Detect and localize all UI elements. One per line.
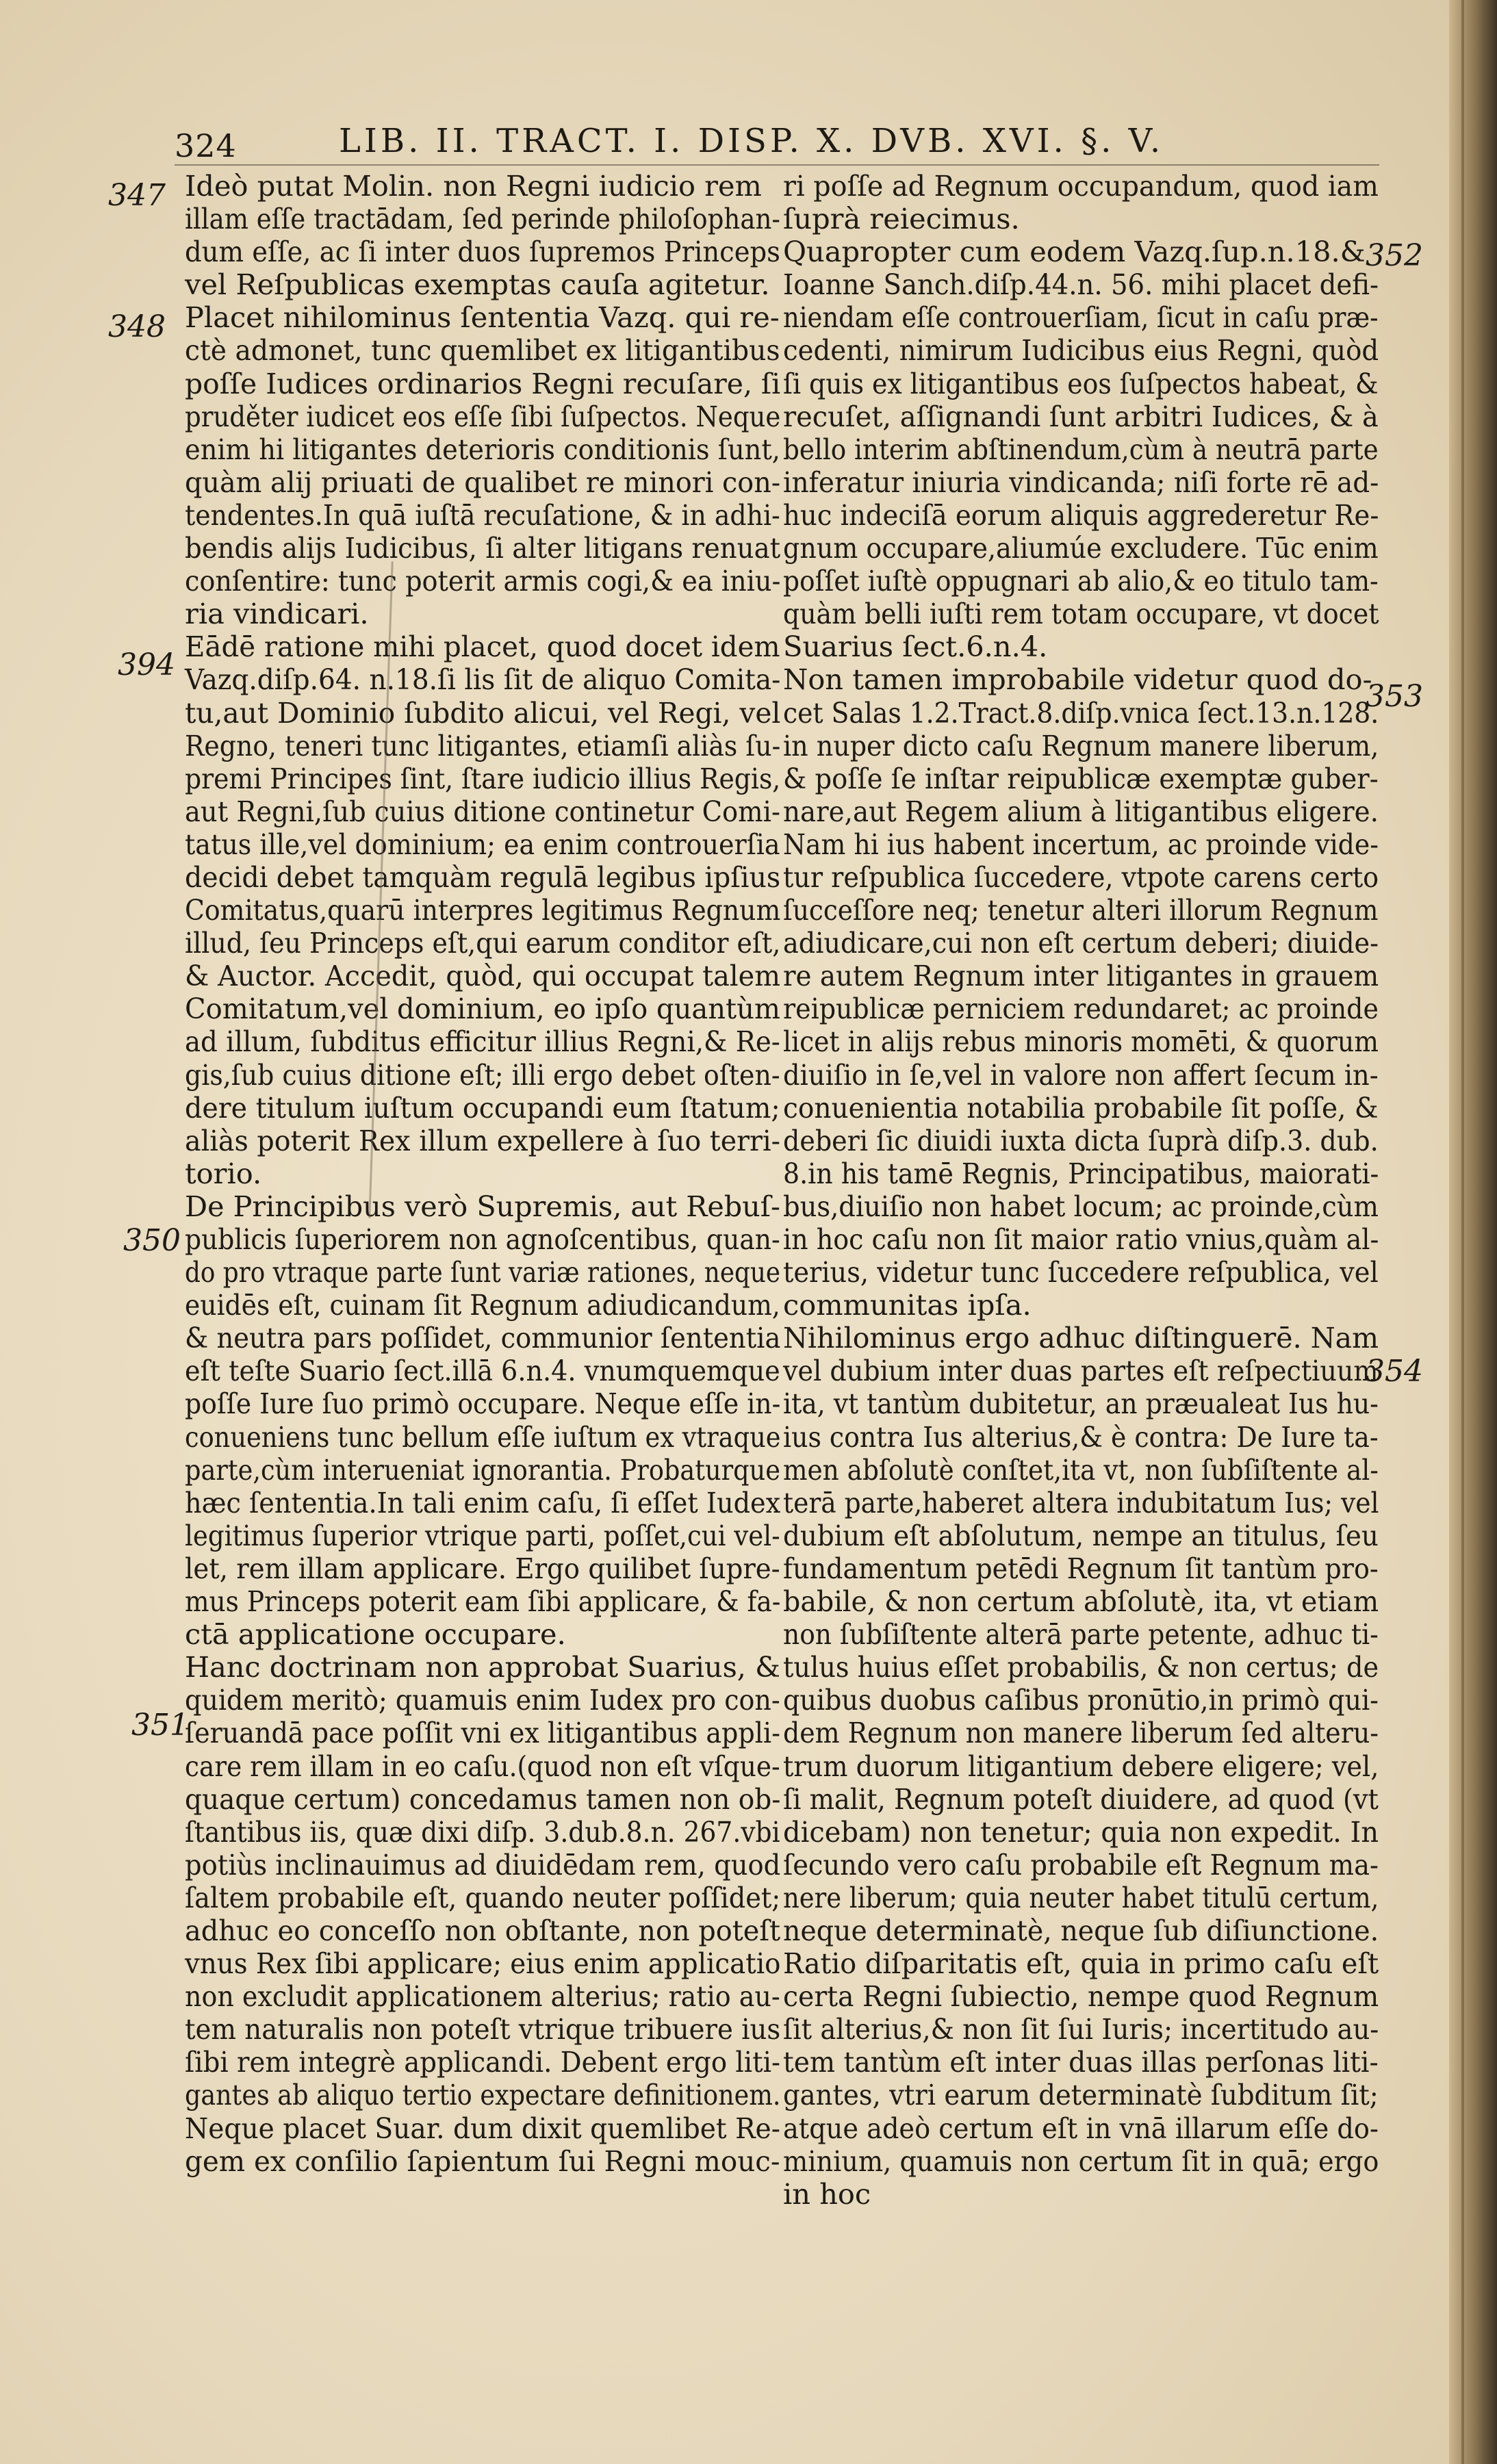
- left-column-line: Ideò putat Molin. non Regni iudicio rem: [185, 169, 762, 203]
- right-column-line: & poſſe ſe inſtar reipublicæ exemptæ guber-: [783, 761, 1379, 795]
- left-column-line: aliàs poterit Rex illum expellere à ſuo terri-: [185, 1123, 781, 1157]
- right-text-column: [783, 170, 1379, 2211]
- left-column-line: euidēs eſt, cuinam ſit Regnum adiudicandum,: [185, 1288, 780, 1322]
- left-column-line: ſtantibus iis, quæ dixi diſp. 3.dub.8.n. 267.vbi: [185, 1814, 780, 1849]
- left-column-line: tatus ille,vel dominium; ea enim controuerſia: [185, 827, 780, 861]
- right-column-line: ſit alterius,& non ſit ſui Iuris; incertitudo au-: [783, 2012, 1379, 2046]
- left-column-line: do pro vtraque parte ſunt variæ rationes, neque: [185, 1255, 781, 1289]
- book-spine: [1449, 0, 1497, 2464]
- margin-number-354: 354: [1366, 1354, 1423, 1389]
- right-column-line: quàm belli iuſti rem totam occupare, vt docet: [783, 597, 1379, 631]
- left-column-line: ctè admonet, tunc quemlibet ex litigantibus: [185, 333, 780, 368]
- right-column-line: tulus huius eſſet probabilis, & non certus; de: [783, 1650, 1379, 1684]
- left-column-line: ctā applicatione occupare.: [185, 1617, 566, 1652]
- left-column-line: Hanc doctrinam non approbat Suarius, &: [185, 1650, 780, 1684]
- left-column-line: tendentes.In quā iuſtā recuſatione, & in adhi-: [185, 498, 780, 532]
- margin-number-350: 350: [123, 1223, 181, 1258]
- right-column-line: Ioanne Sanch.diſp.44.n. 56. mihi placet defi-: [783, 268, 1379, 302]
- right-column-line: tem tantùm eſt inter duas illas perſonas liti-: [783, 2045, 1379, 2079]
- right-column-line: Quapropter cum eodem Vazq.ſup.n.18.&: [783, 235, 1366, 269]
- right-column-line: in hoc caſu non ſit maior ratio vnius,quàm al-: [783, 1222, 1379, 1256]
- left-column-line: parte,cùm interueniat ignorantia. Probaturque: [185, 1452, 780, 1487]
- right-column-line: atque adeò certum eſt in vnā illarum eſſe do-: [783, 2111, 1379, 2145]
- left-column-line: legitimus ſuperior vtrique parti, poſſet,cui vel-: [185, 1518, 780, 1552]
- right-column-line: dem Regnum non manere liberum ſed alteru-: [783, 1716, 1379, 1750]
- left-column-line: De Principibus verò Supremis, aut Rebuſ-: [185, 1189, 780, 1223]
- left-column-line: ſibi rem integrè applicandi. Debent ergo liti-: [185, 2045, 781, 2079]
- right-column-line: ſi malit, Regnum poteſt diuidere, ad quod (vt: [783, 1782, 1379, 1816]
- left-column-line: Comitatus,quarū interpres legitimus Regnum: [185, 893, 781, 927]
- right-column-line: ſecundo vero caſu probabile eſt Regnum ma-: [783, 1847, 1379, 1882]
- left-column-line: torio.: [185, 1156, 262, 1190]
- left-column-line: non excludit applicationem alterius; ratio au-: [185, 1979, 780, 2014]
- margin-number-347: 347: [108, 178, 166, 213]
- left-column-line: quidem meritò; quamuis enim Iudex pro con-: [185, 1683, 780, 1717]
- right-column-line: certa Regni ſubiectio, nempe quod Regnum: [783, 1979, 1379, 2014]
- running-head: LIB. II. TRACT. I. DISP. X. DVB. XVI. §. V.: [339, 122, 1164, 160]
- right-column-line: Non tamen improbabile videtur quod do-: [783, 663, 1372, 697]
- margin-number-394: 394: [118, 647, 175, 682]
- margin-number-353: 353: [1366, 679, 1423, 714]
- left-column-line: hæc ſententia.In tali enim caſu, ſi eſſet Iudex: [185, 1485, 781, 1519]
- right-column-line: babile, & non certum abſolutè, ita, vt etiam: [783, 1584, 1379, 1619]
- right-column-line: ri poſſe ad Regnum occupandum, quod iam: [783, 169, 1379, 203]
- left-column-line: care rem illam in eo caſu.(quod non eſt vſque-: [185, 1749, 780, 1783]
- right-column-line: men abſolutè conſtet,ita vt, non ſubſiſtente al-: [783, 1452, 1379, 1487]
- left-column-line: vel Reſpublicas exemptas cauſa agitetur.: [185, 268, 770, 302]
- left-column-line: dum eſſe, ac ſi inter duos ſupremos Princeps: [185, 235, 780, 269]
- right-column-line: gantes, vtri earum determinatè ſubditum ſit;: [783, 2078, 1379, 2112]
- right-column-line: reipublicæ perniciem redundaret; ac proinde: [783, 992, 1379, 1026]
- right-column-line: cedenti, nimirum Iudicibus eius Regni, quòd: [783, 333, 1379, 368]
- left-column-line: mus Princeps poterit eam ſibi applicare, & fa-: [185, 1584, 781, 1619]
- right-column-line: diuiſio in ſe,vel in valore non affert ſecum in-: [783, 1057, 1379, 1092]
- right-column-line: quibus duobus caſibus pronūtio,in primò qui-: [783, 1683, 1379, 1717]
- right-column-line: 8.in his tamē Regnis, Principatibus, maiorati-: [783, 1156, 1379, 1190]
- left-column-line: Neque placet Suar. dum dixit quemlibet Re-: [185, 2111, 780, 2145]
- left-column-line: dere titulum iuſtum occupandi eum ſtatum;: [185, 1090, 780, 1125]
- left-column-line: bendis alijs Iudicibus, ſi alter litigans renuat: [185, 531, 781, 565]
- header-rule: [175, 164, 1379, 166]
- left-column-line: premi Principes ſint, ſtare iudicio illius Regis,: [185, 761, 781, 795]
- right-column-line: dubium eſt abſolutum, nempe an titulus, ſeu: [783, 1518, 1379, 1552]
- left-column-line: let, rem illam applicare. Ergo quilibet ſupre-: [185, 1551, 780, 1585]
- right-column-line: trum duorum litigantium debere eligere; vel,: [783, 1749, 1379, 1783]
- left-column-line: ad illum, ſubditus efficitur illius Regni,& Re-: [185, 1025, 780, 1059]
- page-number: 324: [175, 127, 237, 164]
- margin-number-348: 348: [108, 309, 166, 344]
- right-column-line: communitas ipſa.: [783, 1288, 1032, 1322]
- right-column-line: vel dubium inter duas partes eſt reſpectiuum: [783, 1354, 1379, 1388]
- left-text-column: [185, 170, 780, 2178]
- left-column-line: tu,aut Dominio ſubdito alicui, vel Regi, vel: [185, 695, 781, 730]
- right-column-line: re autem Regnum inter litigantes in grauem: [783, 959, 1379, 993]
- right-column-line: terius, videtur tunc ſuccedere reſpublica, vel: [783, 1255, 1379, 1289]
- right-column-line: in nuper dicto caſu Regnum manere liberum,: [783, 728, 1379, 762]
- left-column-line: illam eſſe tractādam, ſed perinde philoſophan-: [185, 202, 780, 236]
- left-column-line: tem naturalis non poteſt vtrique tribuere ius: [185, 2012, 781, 2046]
- running-header: [175, 122, 1379, 170]
- left-column-line: poſſe Iure ſuo primò occupare. Neque eſſe in-: [185, 1387, 781, 1421]
- left-column-line: & Auctor. Accedit, quòd, qui occupat talem: [185, 959, 781, 993]
- left-column-line: Placet nihilominus ſententia Vazq. qui re-: [185, 300, 780, 335]
- right-column-line: bus,diuiſio non habet locum; ac proinde,cùm: [783, 1189, 1379, 1223]
- right-column-line: ius contra Ius alterius,& è contra: De Iure ta-: [783, 1420, 1379, 1454]
- right-column-line: Suarius ſect.6.n.4.: [783, 630, 1048, 664]
- right-column-line: ſi quis ex litigantibus eos ſuſpectos habeat, &: [783, 366, 1379, 400]
- left-column-line: conueniens tunc bellum eſſe iuſtum ex vtraque: [185, 1420, 781, 1454]
- right-column-line: gnum occupare,aliumúe excludere. Tūc enim: [783, 531, 1379, 565]
- right-column-line: neque determinatè, neque ſub diſiunctione.: [783, 1913, 1379, 1947]
- right-column-line: adiudicare,cui non eſt certum deberi; diuide-: [783, 926, 1379, 960]
- left-column-line: gem ex conſilio ſapientum ſui Regni mouc-: [185, 2144, 780, 2178]
- left-column-line: gis,ſub cuius ditione eſt; illi ergo debet oſten-: [185, 1057, 780, 1092]
- right-column-line: conuenientia notabilia probabile ſit poſſe, &: [783, 1090, 1379, 1125]
- left-column-line: Eādē ratione mihi placet, quod docet idem: [185, 630, 780, 664]
- right-column-line: deberi ſic diuidi iuxta dicta ſuprà diſp.3. dub.: [783, 1123, 1379, 1157]
- right-column-line: cet Salas 1.2.Tract.8.diſp.vnica ſect.13.n.128.: [783, 695, 1379, 730]
- left-column-line: quaque certum) concedamus tamen non ob-: [185, 1782, 781, 1816]
- left-column-line: quàm alij priuati de qualibet re minori con-: [185, 465, 781, 499]
- right-column-line: fundamentum petēdi Regnum ſit tantùm pro-: [783, 1551, 1379, 1585]
- left-column-line: ſeruandā pace poſſit vni ex litigantibus appli-: [185, 1716, 780, 1750]
- left-column-line: conſentire: tunc poterit armis cogi,& ea iniu-: [185, 564, 781, 598]
- right-column-line: Nihilominus ergo adhuc diſtinguerē. Nam: [783, 1321, 1379, 1355]
- left-column-line: vnus Rex ſibi applicare; eius enim applicatio: [185, 1947, 781, 1981]
- left-column-line: & neutra pars poſſidet, communior ſententia: [185, 1321, 781, 1355]
- left-column-line: eſt teſte Suario ſect.illā 6.n.4. vnumquemque: [185, 1354, 780, 1388]
- right-column-line: licet in alijs rebus minoris momēti, & quorum: [783, 1025, 1379, 1059]
- left-column-line: ſaltem probabile eſt, quando neuter poſſidet;: [185, 1880, 781, 1914]
- left-column-line: Regno, teneri tunc litigantes, etiamſi aliàs ſu-: [185, 728, 781, 762]
- right-column-line: recuſet, aſſignandi ſunt arbitri Iudices, & à: [783, 399, 1379, 433]
- left-column-line: poſſe Iudices ordinarios Regni recuſare, ſi: [185, 366, 781, 400]
- right-column-line: Nam hi ius habent incertum, ac proinde vide-: [783, 827, 1379, 861]
- right-column-line: tur reſpublica ſuccedere, vtpote carens certo: [783, 860, 1379, 894]
- left-column-line: Comitatum,vel dominium, eo ipſo quantùm: [185, 992, 780, 1026]
- left-column-line: ria vindicari.: [185, 597, 369, 631]
- margin-number-351: 351: [131, 1708, 189, 1743]
- right-column-line: niendam eſſe controuerſiam, ſicut in caſu præ-: [783, 300, 1379, 335]
- right-column-line: ſucceſſore neq; tenetur alteri illorum Regnum: [783, 893, 1379, 927]
- right-column-line: minium, quamuis non certum ſit in quā; ergo: [783, 2144, 1379, 2178]
- right-column-line: inferatur iniuria vindicanda; niſi forte rē ad-: [783, 465, 1379, 499]
- right-column-line: in hoc: [783, 2177, 871, 2211]
- right-column-line: non ſubſiſtente alterā parte petente, adhuc ti-: [783, 1617, 1379, 1652]
- left-column-line: publicis ſuperiorem non agnoſcentibus, quan-: [185, 1222, 780, 1256]
- right-column-line: nare,aut Regem alium à litigantibus eligere.: [783, 794, 1379, 828]
- left-column-line: aut Regni,ſub cuius ditione continetur Comi-: [185, 794, 780, 828]
- left-column-line: potiùs inclinauimus ad diuidēdam rem, quod: [185, 1847, 781, 1882]
- left-column-line: Vazq.diſp.64. n.18.ſi lis ſit de aliquo Comita-: [185, 663, 781, 697]
- right-column-line: nere liberum; quia neuter habet titulū certum,: [783, 1880, 1379, 1914]
- left-column-line: adhuc eo conceſſo non obſtante, non poteſt: [185, 1913, 781, 1947]
- left-column-line: gantes ab aliquo tertio expectare definitionem.: [185, 2078, 781, 2112]
- margin-number-352: 352: [1366, 238, 1423, 273]
- left-column-line: illud, ſeu Princeps eſt,qui earum conditor eſt,: [185, 926, 781, 960]
- right-column-line: huc indeciſā eorum aliquis aggrederetur Re-: [783, 498, 1379, 532]
- right-column-line: terā parte,haberet altera indubitatum Ius; vel: [783, 1485, 1379, 1519]
- right-column-line: bello interim abſtinendum,cùm à neutrā parte: [783, 432, 1379, 466]
- right-column-line: dicebam) non tenetur; quia non expedit. In: [783, 1814, 1379, 1849]
- right-column-line: poſſet iuſtè oppugnari ab alio,& eo titulo tam-: [783, 564, 1379, 598]
- left-column-line: pruděter iudicet eos eſſe ſibi ſuſpectos. Neque: [185, 399, 781, 433]
- left-column-line: decidi debet tamquàm regulā legibus ipſius: [185, 860, 781, 894]
- right-column-line: Ratio diſparitatis eſt, quia in primo caſu eſt: [783, 1947, 1379, 1981]
- right-column-line: ſuprà reiecimus.: [783, 202, 1020, 236]
- left-column-line: enim hi litigantes deterioris conditionis ſunt,: [185, 432, 780, 466]
- right-column-line: ita, vt tantùm dubitetur, an præualeat Ius hu-: [783, 1387, 1379, 1421]
